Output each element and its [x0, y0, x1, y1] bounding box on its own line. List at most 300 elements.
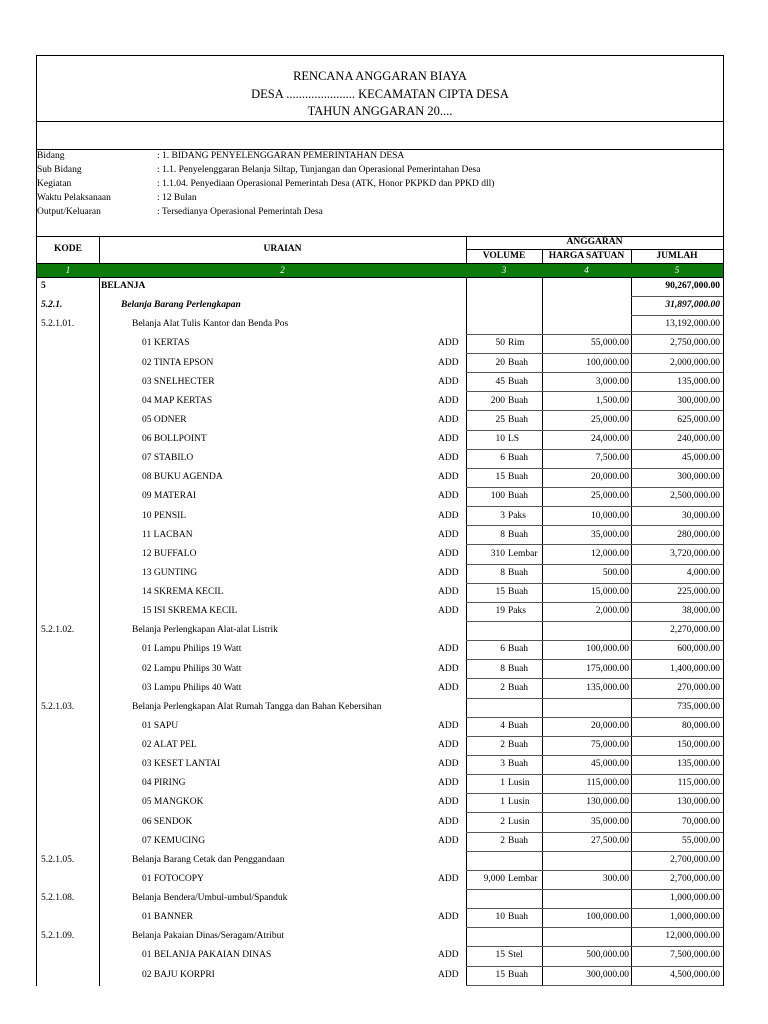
volume-number: 2	[500, 740, 505, 750]
header-harga-satuan: HARGA SATUAN	[548, 251, 625, 261]
row-uraian: 01 Lampu Philips 19 Watt	[142, 644, 242, 655]
row-uraian: 02 ALAT PEL	[142, 740, 197, 750]
row-kode: 5.2.1.05.	[41, 854, 75, 865]
group-row	[37, 851, 723, 870]
header-anggaran: ANGGARAN	[566, 237, 623, 247]
info-label: Sub Bidang	[37, 165, 82, 175]
header-jumlah: JUMLAH	[656, 251, 698, 261]
row-uraian: 14 SKREMA KECIL	[142, 587, 224, 597]
row-jumlah: 1,000,000.00	[670, 893, 720, 903]
info-value: : 1.1.04. Penyediaan Operasional Pemerintah Desa (ATK, Honor PKPKD dan PPKD dll)	[157, 179, 495, 189]
volume-unit: Buah	[508, 357, 529, 368]
table-row	[37, 966, 723, 985]
row-jumlah: 55,000.00	[682, 835, 720, 846]
row-harga-satuan: 500.00	[602, 567, 629, 578]
row-add: ADD	[438, 950, 459, 961]
row-add: ADD	[438, 606, 459, 617]
volume-number: 15	[495, 950, 505, 961]
row-harga-satuan: 25,000.00	[591, 414, 629, 425]
row-kode: 5.2.1.	[41, 300, 63, 311]
row-uraian: Belanja Barang Cetak dan Penggandaan	[132, 854, 285, 865]
table-row	[37, 411, 723, 430]
title-block	[37, 56, 723, 122]
volume-number: 2	[500, 816, 505, 827]
row-volume	[466, 736, 542, 755]
row-kode: 5.2.1.01.	[41, 319, 75, 330]
row-add: ADD	[438, 472, 459, 483]
row-harga-satuan: 135,000.00	[586, 682, 629, 693]
rab-sheet	[36, 55, 724, 986]
row-uraian: 02 TINTA EPSON	[142, 357, 214, 368]
row-uraian: Belanja Alat Tulis Kantor dan Benda Pos	[132, 319, 289, 330]
table-row	[37, 392, 723, 411]
row-harga-satuan: 20,000.00	[591, 472, 629, 483]
volume-unit: Paks	[508, 510, 526, 521]
row-jumlah: 90,267,000.00	[665, 281, 720, 291]
row-volume	[466, 832, 542, 851]
row-volume	[466, 946, 542, 965]
row-harga-satuan: 7,500.00	[595, 453, 629, 464]
table-row	[37, 583, 723, 602]
row-uraian: 07 KEMUCING	[142, 835, 206, 846]
row-volume	[466, 334, 542, 353]
volume-unit: Paks	[508, 606, 526, 617]
info-bidang	[37, 150, 723, 163]
row-volume	[466, 583, 542, 602]
row-jumlah: 600,000.00	[677, 644, 720, 655]
row-kode: 5.2.1.08.	[41, 893, 75, 903]
row-harga-satuan: 25,000.00	[591, 491, 629, 502]
row-uraian: 06 SENDOK	[142, 816, 193, 827]
row-add: ADD	[438, 491, 459, 502]
col-num-2: 2	[280, 265, 285, 275]
row-uraian: 12 BUFFALO	[142, 548, 197, 559]
row-harga-satuan: 35,000.00	[591, 529, 629, 540]
row-volume	[466, 468, 542, 487]
volume-unit: Buah	[508, 529, 529, 540]
row-uraian: 13 GUNTING	[142, 567, 198, 578]
col-num-5: 5	[674, 265, 680, 275]
row-jumlah: 12,000,000.00	[665, 931, 720, 942]
row-volume	[466, 526, 542, 545]
row-uraian: BELANJA	[101, 281, 146, 291]
volume-unit: Lusin	[508, 778, 530, 789]
row-volume	[466, 870, 542, 889]
volume-number: 19	[495, 606, 505, 617]
info-value: : 1.1. Penyelenggaran Belanja Siltap, Tunjangan dan Operasional Pemerintahan Desa	[157, 165, 481, 175]
row-volume	[466, 602, 542, 621]
volume-number: 200	[490, 395, 505, 406]
volume-unit: Buah	[508, 414, 529, 425]
volume-unit: Buah	[508, 912, 529, 923]
row-uraian: 05 MANGKOK	[142, 797, 204, 808]
row-volume	[466, 774, 542, 793]
row-jumlah: 80,000.00	[682, 720, 720, 731]
row-add: ADD	[438, 414, 459, 425]
group-row	[37, 277, 723, 296]
row-jumlah: 13,192,000.00	[665, 319, 720, 330]
row-harga-satuan: 15,000.00	[591, 587, 629, 597]
volume-unit: Buah	[508, 759, 529, 770]
row-jumlah: 735,000.00	[677, 701, 720, 712]
row-jumlah: 1,400,000.00	[670, 663, 720, 674]
row-volume	[466, 411, 542, 430]
volume-unit: Buah	[508, 663, 529, 674]
row-add: ADD	[438, 759, 459, 770]
info-block	[37, 150, 723, 234]
info-value: : 1. BIDANG PENYELENGGARAN PEMERINTAHAN DESA	[157, 151, 405, 161]
table-row	[37, 660, 723, 679]
volume-unit: Buah	[508, 567, 529, 578]
row-jumlah: 38,000.00	[682, 606, 720, 617]
table-row	[37, 373, 723, 392]
row-add: ADD	[438, 567, 459, 578]
row-uraian: 07 STABILO	[142, 453, 194, 464]
row-volume	[466, 966, 542, 985]
row-harga-satuan: 55,000.00	[591, 338, 629, 349]
row-uraian: 11 LACBAN	[142, 529, 193, 540]
row-add: ADD	[438, 644, 459, 655]
row-add: ADD	[438, 969, 459, 980]
row-jumlah: 2,750,000.00	[670, 338, 720, 349]
volume-unit: Buah	[508, 835, 529, 846]
table-row	[37, 679, 723, 698]
row-uraian: 10 PENSIL	[142, 510, 187, 521]
row-jumlah: 2,000,000.00	[670, 357, 720, 368]
row-jumlah: 4,000.00	[686, 567, 720, 578]
volume-number: 2	[500, 682, 505, 693]
col-num-4: 4	[584, 265, 589, 275]
row-kode: 5.2.1.09.	[41, 931, 75, 942]
row-jumlah: 300,000.00	[677, 472, 720, 483]
volume-number: 15	[495, 969, 505, 980]
row-volume	[466, 660, 542, 679]
info-waktu	[37, 192, 723, 205]
row-harga-satuan: 10,000.00	[591, 510, 629, 521]
row-add: ADD	[438, 338, 459, 349]
row-harga-satuan: 130,000.00	[586, 797, 629, 808]
row-jumlah: 135,000.00	[677, 759, 720, 770]
row-uraian: Belanja Bendera/Umbul-umbul/Spanduk	[132, 893, 288, 903]
volume-unit: Stel	[508, 950, 523, 961]
row-volume	[466, 545, 542, 564]
header-kode: KODE	[54, 244, 82, 254]
volume-number: 2	[500, 835, 505, 846]
volume-unit: Buah	[508, 587, 529, 597]
row-harga-satuan: 12,000.00	[591, 548, 629, 559]
row-add: ADD	[438, 682, 459, 693]
info-kegiatan	[37, 178, 723, 191]
row-jumlah: 625,000.00	[677, 414, 720, 425]
group-row	[37, 315, 723, 334]
row-uraian: Belanja Perlengkapan Alat Rumah Tangga dan Bahan Kebersihan	[132, 701, 382, 712]
group-row	[37, 889, 723, 908]
row-jumlah: 300,000.00	[677, 395, 720, 406]
volume-number: 8	[500, 529, 505, 540]
row-volume	[466, 449, 542, 468]
volume-number: 9,000	[483, 873, 505, 884]
row-jumlah: 225,000.00	[677, 587, 720, 597]
table-row	[37, 526, 723, 545]
row-add: ADD	[438, 816, 459, 827]
volume-unit: Buah	[508, 491, 529, 502]
row-jumlah: 2,270,000.00	[670, 625, 720, 636]
row-harga-satuan: 35,000.00	[591, 816, 629, 827]
info-output	[37, 206, 723, 219]
row-uraian: 04 MAP KERTAS	[142, 395, 213, 406]
table-row	[37, 354, 723, 373]
volume-unit: Lembar	[508, 873, 538, 884]
volume-number: 3	[500, 510, 505, 521]
volume-number: 10	[495, 912, 505, 923]
volume-unit: Buah	[508, 472, 529, 483]
volume-unit: LS	[508, 434, 520, 444]
row-uraian: 06 BOLLPOINT	[142, 434, 207, 444]
row-add: ADD	[438, 720, 459, 731]
volume-number: 310	[490, 548, 505, 559]
info-label: Output/Keluaran	[37, 207, 101, 217]
row-jumlah: 270,000.00	[677, 682, 720, 693]
volume-number: 8	[500, 567, 505, 578]
table-row	[37, 507, 723, 526]
row-volume	[466, 373, 542, 392]
row-jumlah: 70,000.00	[682, 816, 720, 827]
row-add: ADD	[438, 510, 459, 521]
volume-unit: Rim	[508, 338, 525, 349]
row-harga-satuan: 45,000.00	[591, 759, 629, 770]
volume-unit: Buah	[508, 644, 529, 655]
row-add: ADD	[438, 797, 459, 808]
row-uraian: 02 BAJU KORPRI	[142, 969, 215, 980]
info-label: Bidang	[37, 151, 65, 161]
table-row	[37, 736, 723, 755]
row-volume	[466, 430, 542, 449]
info-label: Kegiatan	[37, 179, 72, 189]
row-jumlah: 45,000.00	[682, 453, 720, 464]
volume-unit: Lusin	[508, 797, 530, 808]
row-volume	[466, 487, 542, 506]
row-add: ADD	[438, 663, 459, 674]
row-add: ADD	[438, 740, 459, 750]
volume-number: 1	[500, 797, 505, 808]
title-line-2: DESA ...................... KECAMATAN CIPTA DESA	[251, 87, 509, 101]
title-line-1: RENCANA ANGGARAN BIAYA	[293, 69, 467, 83]
volume-unit: Buah	[508, 969, 529, 980]
row-volume	[466, 813, 542, 832]
blank-row	[37, 121, 723, 150]
table-row	[37, 870, 723, 889]
table-row	[37, 602, 723, 621]
row-volume	[466, 717, 542, 736]
table-row	[37, 545, 723, 564]
row-uraian: 01 BANNER	[142, 912, 193, 923]
row-harga-satuan: 2,000.00	[595, 606, 629, 617]
table-row	[37, 468, 723, 487]
row-add: ADD	[438, 835, 459, 846]
row-add: ADD	[438, 453, 459, 464]
row-uraian: 15 ISI SKREMA KECIL	[142, 606, 238, 617]
table-row	[37, 946, 723, 965]
row-uraian: 03 KESET LANTAI	[142, 759, 221, 770]
row-uraian: Belanja Barang Perlengkapan	[121, 300, 241, 311]
group-row	[37, 296, 723, 315]
row-kode: 5.2.1.03.	[41, 701, 75, 712]
row-volume	[466, 392, 542, 411]
row-jumlah: 3,720,000.00	[670, 548, 720, 559]
volume-number: 20	[495, 357, 505, 368]
row-harga-satuan: 100,000.00	[586, 912, 629, 923]
row-harga-satuan: 115,000.00	[586, 778, 629, 789]
row-uraian: 01 SAPU	[142, 720, 179, 731]
col-num-1: 1	[65, 265, 71, 275]
volume-number: 8	[500, 663, 505, 674]
volume-number: 3	[500, 759, 505, 770]
row-uraian: 02 Lampu Philips 30 Watt	[142, 663, 242, 674]
info-sub-bidang	[37, 164, 723, 177]
info-value: : 12 Bulan	[157, 193, 197, 203]
row-volume	[466, 908, 542, 927]
row-harga-satuan: 100,000.00	[586, 644, 629, 655]
row-jumlah: 7,500,000.00	[670, 950, 720, 961]
col-num-3: 3	[501, 265, 507, 275]
table-body	[37, 277, 723, 985]
row-uraian: 08 BUKU AGENDA	[142, 472, 223, 483]
volume-unit: Lusin	[508, 816, 530, 827]
title-line-3: TAHUN ANGGARAN 20....	[307, 104, 453, 118]
row-harga-satuan: 100,000.00	[586, 357, 629, 368]
row-volume	[466, 679, 542, 698]
row-add: ADD	[438, 357, 459, 368]
volume-unit: Buah	[508, 395, 529, 406]
volume-unit: Buah	[508, 740, 529, 750]
table-row	[37, 487, 723, 506]
volume-number: 15	[495, 472, 505, 483]
volume-number: 1	[500, 778, 505, 789]
row-add: ADD	[438, 395, 459, 406]
row-volume	[466, 755, 542, 774]
row-jumlah: 31,897,000.00	[665, 300, 720, 311]
volume-number: 45	[495, 376, 505, 387]
row-jumlah: 2,500,000.00	[670, 491, 720, 502]
row-uraian: 09 MATERAI	[142, 491, 197, 502]
volume-number: 50	[495, 338, 505, 349]
row-add: ADD	[438, 873, 459, 884]
volume-number: 100	[490, 491, 505, 502]
row-jumlah: 130,000.00	[677, 797, 720, 808]
row-harga-satuan: 27,500.00	[591, 835, 629, 846]
row-add: ADD	[438, 587, 459, 597]
volume-unit: Buah	[508, 720, 529, 731]
row-add: ADD	[438, 434, 459, 444]
row-kode: 5.2.1.02.	[41, 625, 75, 636]
volume-number: 10	[495, 434, 505, 444]
column-number-row	[37, 263, 723, 278]
row-kode: 5	[41, 281, 46, 291]
row-jumlah: 1,000,000.00	[670, 912, 720, 923]
group-row	[37, 698, 723, 717]
volume-number: 4	[500, 720, 505, 731]
table-row	[37, 717, 723, 736]
row-jumlah: 280,000.00	[677, 529, 720, 540]
volume-number: 15	[495, 587, 505, 597]
table-row	[37, 430, 723, 449]
row-add: ADD	[438, 912, 459, 923]
table-row	[37, 908, 723, 927]
table-row	[37, 774, 723, 793]
row-harga-satuan: 500,000.00	[586, 950, 629, 961]
group-row	[37, 621, 723, 640]
table-row	[37, 334, 723, 353]
volume-number: 6	[500, 644, 505, 655]
row-volume	[466, 354, 542, 373]
volume-unit: Buah	[508, 453, 529, 464]
row-volume	[466, 564, 542, 583]
table-row	[37, 564, 723, 583]
table-row	[37, 832, 723, 851]
row-uraian: Belanja Perlengkapan Alat-alat Listrik	[132, 625, 278, 636]
row-jumlah: 2,700,000.00	[670, 854, 720, 865]
row-harga-satuan: 20,000.00	[591, 720, 629, 731]
row-harga-satuan: 1,500.00	[595, 395, 629, 406]
group-row	[37, 927, 723, 946]
row-uraian: Belanja Pakaian Dinas/Seragam/Atribut	[132, 931, 284, 942]
row-uraian: 01 KERTAS	[142, 338, 190, 349]
row-harga-satuan: 175,000.00	[586, 663, 629, 674]
info-label: Waktu Pelaksanaan	[37, 193, 111, 203]
row-jumlah: 30,000.00	[682, 510, 720, 521]
volume-unit: Buah	[508, 376, 529, 387]
table-row	[37, 449, 723, 468]
row-jumlah: 150,000.00	[677, 740, 720, 750]
row-volume	[466, 640, 542, 659]
row-jumlah: 240,000.00	[677, 434, 720, 444]
row-uraian: 01 BELANJA PAKAIAN DINAS	[142, 950, 272, 961]
volume-unit: Buah	[508, 682, 529, 693]
table-row	[37, 640, 723, 659]
row-jumlah: 4,500,000.00	[670, 969, 720, 980]
info-value: : Tersedianya Operasional Pemerintah Desa	[157, 207, 323, 217]
row-uraian: 05 ODNER	[142, 414, 187, 425]
row-uraian: 03 SNELHECTER	[142, 376, 215, 387]
row-harga-satuan: 300.00	[602, 873, 629, 884]
table-header	[37, 236, 723, 264]
row-add: ADD	[438, 778, 459, 789]
row-harga-satuan: 75,000.00	[591, 740, 629, 750]
row-uraian: 01 FOTOCOPY	[142, 873, 204, 884]
table-row	[37, 755, 723, 774]
row-add: ADD	[438, 548, 459, 559]
header-uraian: URAIAN	[263, 244, 302, 254]
row-jumlah: 2,700,000.00	[670, 873, 720, 884]
row-harga-satuan: 24,000.00	[591, 434, 629, 444]
row-add: ADD	[438, 529, 459, 540]
volume-number: 25	[495, 414, 505, 425]
table-row	[37, 813, 723, 832]
row-harga-satuan: 300,000.00	[586, 969, 629, 980]
row-jumlah: 115,000.00	[677, 778, 720, 789]
row-volume	[466, 793, 542, 812]
row-harga-satuan: 3,000.00	[595, 376, 629, 387]
volume-number: 6	[500, 453, 505, 464]
row-jumlah: 135,000.00	[677, 376, 720, 387]
row-uraian: 04 PIRING	[142, 778, 186, 789]
row-uraian: 03 Lampu Philips 40 Watt	[142, 682, 242, 693]
row-add: ADD	[438, 376, 459, 387]
table-row	[37, 793, 723, 812]
volume-unit: Lembar	[508, 548, 538, 559]
header-volume: VOLUME	[482, 251, 526, 261]
row-volume	[466, 507, 542, 526]
